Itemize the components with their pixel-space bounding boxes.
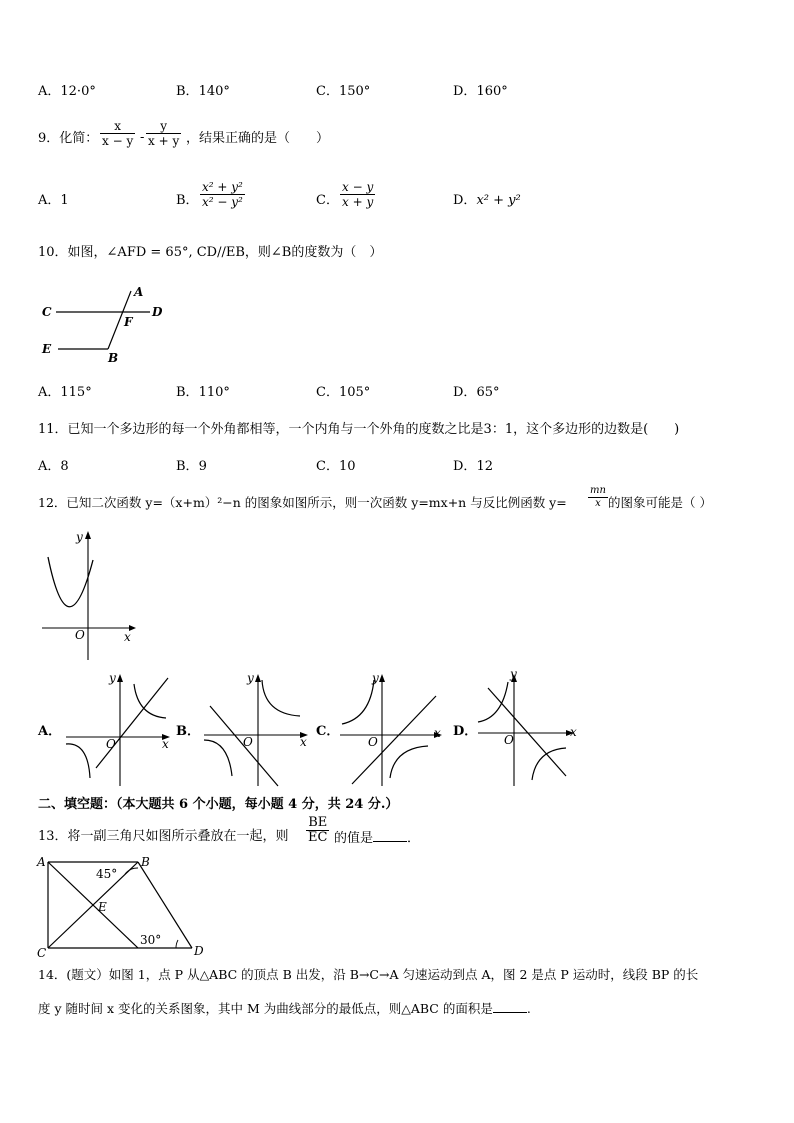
q8-option-c: C．150° bbox=[316, 84, 371, 99]
q9-option-c-den: x + y bbox=[342, 195, 374, 209]
q9-option-b-fraction bbox=[200, 180, 245, 209]
q10-label-b: B bbox=[108, 351, 119, 365]
q13-fraction-num: BE bbox=[306, 816, 329, 831]
q13-label-e: E bbox=[98, 900, 107, 914]
q12-option-b-x-label: x bbox=[300, 735, 307, 749]
section-2-heading: 二、填空题：（本大题共 6 个小题，每小题 4 分，共 24 分.） bbox=[38, 797, 399, 812]
q11-option-c: C．10 bbox=[316, 459, 356, 474]
q10-label-a: A bbox=[134, 285, 144, 299]
q12-option-a-letter: A． bbox=[38, 724, 62, 739]
q9-minus: - bbox=[140, 130, 145, 145]
q9-stem-suffix: ，结果正确的是（ ） bbox=[186, 131, 330, 146]
q12-option-c-origin: O bbox=[368, 735, 378, 749]
q13-stem-prefix: 13．将一副三角尺如图所示叠放在一起，则 bbox=[38, 829, 289, 844]
q9-option-d: D．x² + y² bbox=[453, 193, 521, 208]
q12-parabola-figure bbox=[38, 525, 148, 665]
q10-option-b: B．110° bbox=[176, 385, 230, 400]
q12-option-a-x-label: x bbox=[162, 737, 169, 751]
q14-line-2: 度 y 随时间 x 变化的关系图象，其中 M 为曲线部分的最低点，则△ABC 的面积是 . bbox=[38, 1001, 531, 1016]
q13-label-d: D bbox=[194, 944, 204, 958]
q12-option-c-graph bbox=[332, 668, 457, 788]
q9-option-c-fraction bbox=[340, 180, 375, 209]
q8-option-b: B．140° bbox=[176, 84, 230, 99]
q10-stem: 10．如图，∠AFD = 65°, CD//EB，则∠B的度数为（ ） bbox=[38, 245, 383, 260]
q12-fraction-num: mn bbox=[590, 485, 606, 496]
q9-option-b-letter: B． bbox=[176, 193, 199, 208]
q12-option-b-graph bbox=[196, 668, 321, 788]
q12-option-a-y-label: y bbox=[109, 671, 116, 685]
q9-fraction-1-num: x bbox=[100, 119, 135, 134]
q9-fraction-1 bbox=[100, 119, 135, 148]
q13-label-c: C bbox=[37, 946, 47, 960]
q12-option-d-x-label: x bbox=[570, 725, 577, 739]
q10-figure bbox=[38, 285, 168, 365]
q9-fraction-2-num: y bbox=[146, 119, 181, 134]
q12-option-c-y-label: y bbox=[372, 671, 379, 685]
q9-stem-prefix: 9．化简： bbox=[38, 131, 99, 146]
q10-option-c: C．105° bbox=[316, 385, 371, 400]
q12-parabola-y-label: y bbox=[76, 530, 83, 544]
q11-option-d: D．12 bbox=[453, 459, 493, 474]
q13-figure bbox=[34, 855, 214, 960]
q8-option-d: D．160° bbox=[453, 84, 508, 99]
q12-option-b-origin: O bbox=[243, 735, 253, 749]
q12-option-a-graph bbox=[58, 668, 183, 788]
q13-angle-45: 45° bbox=[96, 867, 118, 881]
q10-label-c: C bbox=[42, 305, 52, 319]
q10-label-f: F bbox=[124, 315, 133, 329]
q13-stem-suffix: 的值是 ． bbox=[334, 831, 421, 846]
q9-option-c-letter: C． bbox=[316, 193, 339, 208]
q11-option-a: A．8 bbox=[38, 459, 69, 474]
q10-label-d: D bbox=[152, 305, 163, 319]
q12-option-d-origin: O bbox=[504, 733, 514, 747]
q13-answer-blank[interactable] bbox=[373, 829, 407, 842]
q9-option-a: A．1 bbox=[38, 193, 69, 208]
q13-fraction bbox=[306, 816, 329, 845]
q10-option-d: D．65° bbox=[453, 385, 500, 400]
q13-label-a: A bbox=[37, 855, 46, 869]
q12-parabola-origin: O bbox=[75, 628, 85, 642]
q12-option-d-y-label: y bbox=[510, 667, 517, 681]
q9-option-b-den: x² − y² bbox=[202, 195, 243, 209]
q9-option-b-num: x² + y² bbox=[202, 180, 243, 194]
q12-stem-suffix: 的图象可能是（ ） bbox=[608, 495, 712, 510]
q12-option-d-letter: D． bbox=[453, 724, 478, 739]
q9-fraction-1-den: x − y bbox=[102, 134, 134, 148]
q10-option-a: A．115° bbox=[38, 385, 92, 400]
q9-fraction-2 bbox=[146, 119, 181, 148]
q13-label-b: B bbox=[141, 855, 150, 869]
q12-option-a-origin: O bbox=[106, 737, 116, 751]
q13-fraction-den: EC bbox=[308, 830, 328, 845]
q14-answer-blank[interactable] bbox=[493, 1000, 527, 1013]
q12-option-b-letter: B． bbox=[176, 724, 200, 739]
q12-option-d-graph bbox=[470, 668, 595, 788]
q11-option-b: B．9 bbox=[176, 459, 207, 474]
q12-option-c-letter: C． bbox=[316, 724, 340, 739]
q12-fraction bbox=[588, 485, 608, 510]
q8-option-a: A．12·0° bbox=[38, 84, 96, 99]
q12-option-c-x-label: x bbox=[434, 726, 441, 740]
q11-stem: 11．已知一个多边形的每一个外角都相等，一个内角与一个外角的度数之比是3：1，这个多边形的边数是( ) bbox=[38, 422, 680, 437]
q12-stem-prefix: 12．已知二次函数 y=（x+m）²−n 的图象如图所示，则一次函数 y=mx+n 与反比例函数 y= bbox=[38, 495, 567, 510]
q12-parabola-x-label: x bbox=[124, 630, 131, 644]
q13-angle-30: 30° bbox=[140, 933, 162, 947]
q10-label-e: E bbox=[42, 342, 52, 356]
q12-option-b-y-label: y bbox=[247, 671, 254, 685]
q14-line-1: 14．(题文）如图 1，点 P 从△ABC 的顶点 B 出发，沿 B→C→A 匀速运动到点 A，图 2 是点 P 运动时，线段 BP 的长 bbox=[38, 967, 699, 982]
q12-fraction-den: x bbox=[595, 498, 601, 509]
q9-option-c-num: x − y bbox=[342, 180, 374, 194]
q9-fraction-2-den: x + y bbox=[148, 134, 180, 148]
